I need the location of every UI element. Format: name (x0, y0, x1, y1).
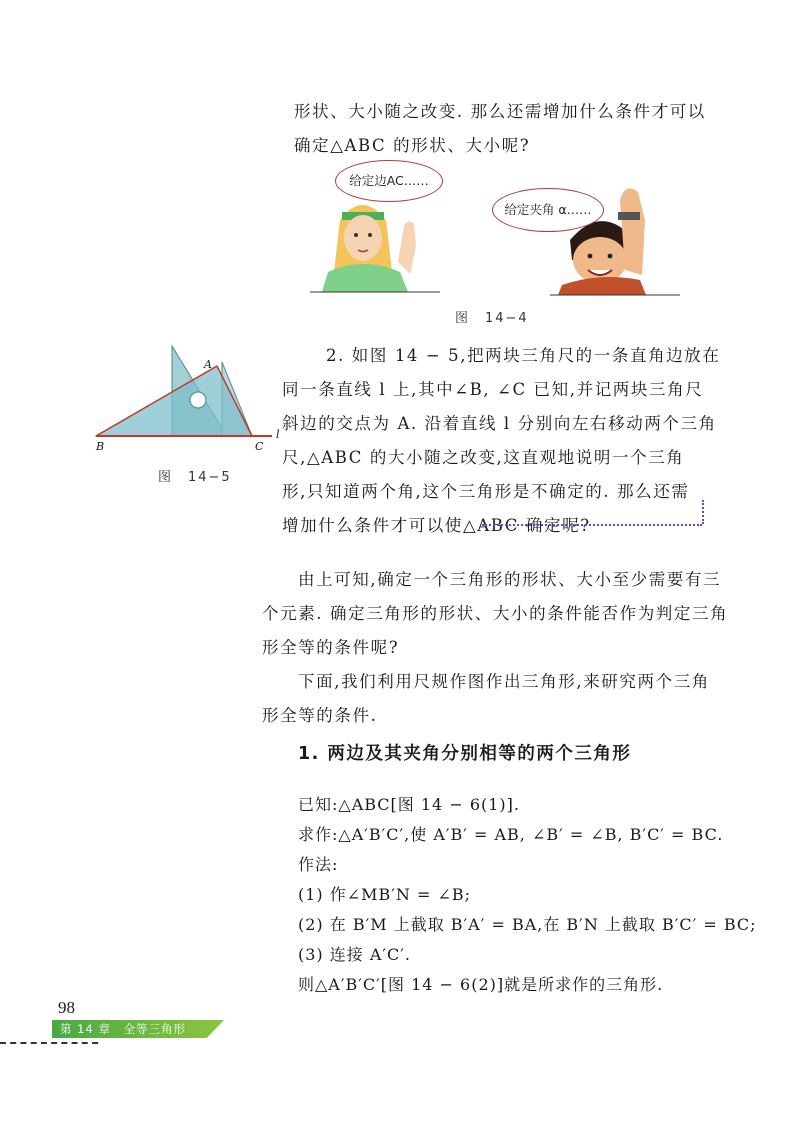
footer-dotted-line (0, 1042, 98, 1044)
text-line: 尺,△ABC 的大小随之改变,这直观地说明一个三角 (282, 448, 685, 467)
figure-caption-14-5: 图 14−5 (158, 470, 232, 485)
construction-steps (298, 790, 757, 1000)
dotted-box-bottom (482, 524, 702, 526)
text-line: 形状、大小随之改变. 那么还需增加什么条件才可以 (294, 102, 706, 121)
vertex-label-A: A (204, 358, 212, 371)
text-line: 同一条直线 l 上,其中∠B, ∠C 已知,并记两块三角尺 (282, 380, 704, 399)
intro-paragraph (294, 95, 706, 163)
text-line: 求作:△A′B′C′,使 A′B′ = AB, ∠B′ = ∠B, B′C′ = BC. (298, 825, 724, 844)
text-line: 2. 如图 14 − 5,把两块三角尺的一条直角边放在 (326, 346, 721, 365)
text-line: 则△A′B′C′[图 14 − 6(2)]就是所求作的三角形. (298, 975, 664, 994)
chapter-label: 第 14 章 全等三角形 (60, 1022, 186, 1036)
text-line: (2) 在 B′M 上截取 B′A′ = BA,在 B′N 上截取 B′C′ = BC; (298, 915, 757, 934)
text-line: 个元素. 确定三角形的形状、大小的条件能否作为判定三角 (262, 604, 729, 623)
line-label-l: l (276, 428, 280, 441)
text-line: 确定△ABC 的形状、大小呢? (294, 136, 531, 155)
text-line: (1) 作∠MB′N = ∠B; (298, 885, 472, 904)
text-line: 斜边的交点为 A. 沿着直线 l 分别向左右移动两个三角 (282, 414, 717, 433)
text-line: 形,只知道两个角,这个三角形是不确定的. 那么还需 (282, 482, 690, 501)
speech-bubble-boy: 给定夹角 α…… (492, 188, 604, 232)
figure-14-5 (92, 340, 292, 460)
speech-bubble-girl: 给定边AC…… (335, 160, 443, 202)
page-number: 98 (58, 998, 75, 1017)
section-heading: 1. 两边及其夹角分别相等的两个三角形 (298, 744, 632, 764)
vertex-label-C: C (255, 440, 264, 453)
text-line: 增加什么条件才可以使△ABC 确定呢? (282, 516, 591, 535)
text-line: 下面,我们利用尺规作图作出三角形,来研究两个三角 (298, 672, 710, 691)
dotted-box-right (702, 500, 704, 524)
text-line: 已知:△ABC[图 14 − 6(1)]. (298, 795, 520, 814)
figure-14-4 (300, 160, 680, 310)
problem-2 (282, 339, 721, 543)
text-line: 作法: (298, 855, 339, 874)
text-line: 形全等的条件呢? (262, 638, 400, 657)
vertex-label-B: B (96, 440, 105, 453)
figure-caption-14-4: 图 14−4 (455, 311, 529, 326)
text-line: 由上可知,确定一个三角形的形状、大小至少需要有三 (298, 570, 722, 589)
conclusion-paragraph (262, 563, 728, 733)
girl-figure (310, 205, 440, 292)
text-line: (3) 连接 A′C′. (298, 945, 411, 964)
text-line: 形全等的条件. (262, 706, 378, 725)
